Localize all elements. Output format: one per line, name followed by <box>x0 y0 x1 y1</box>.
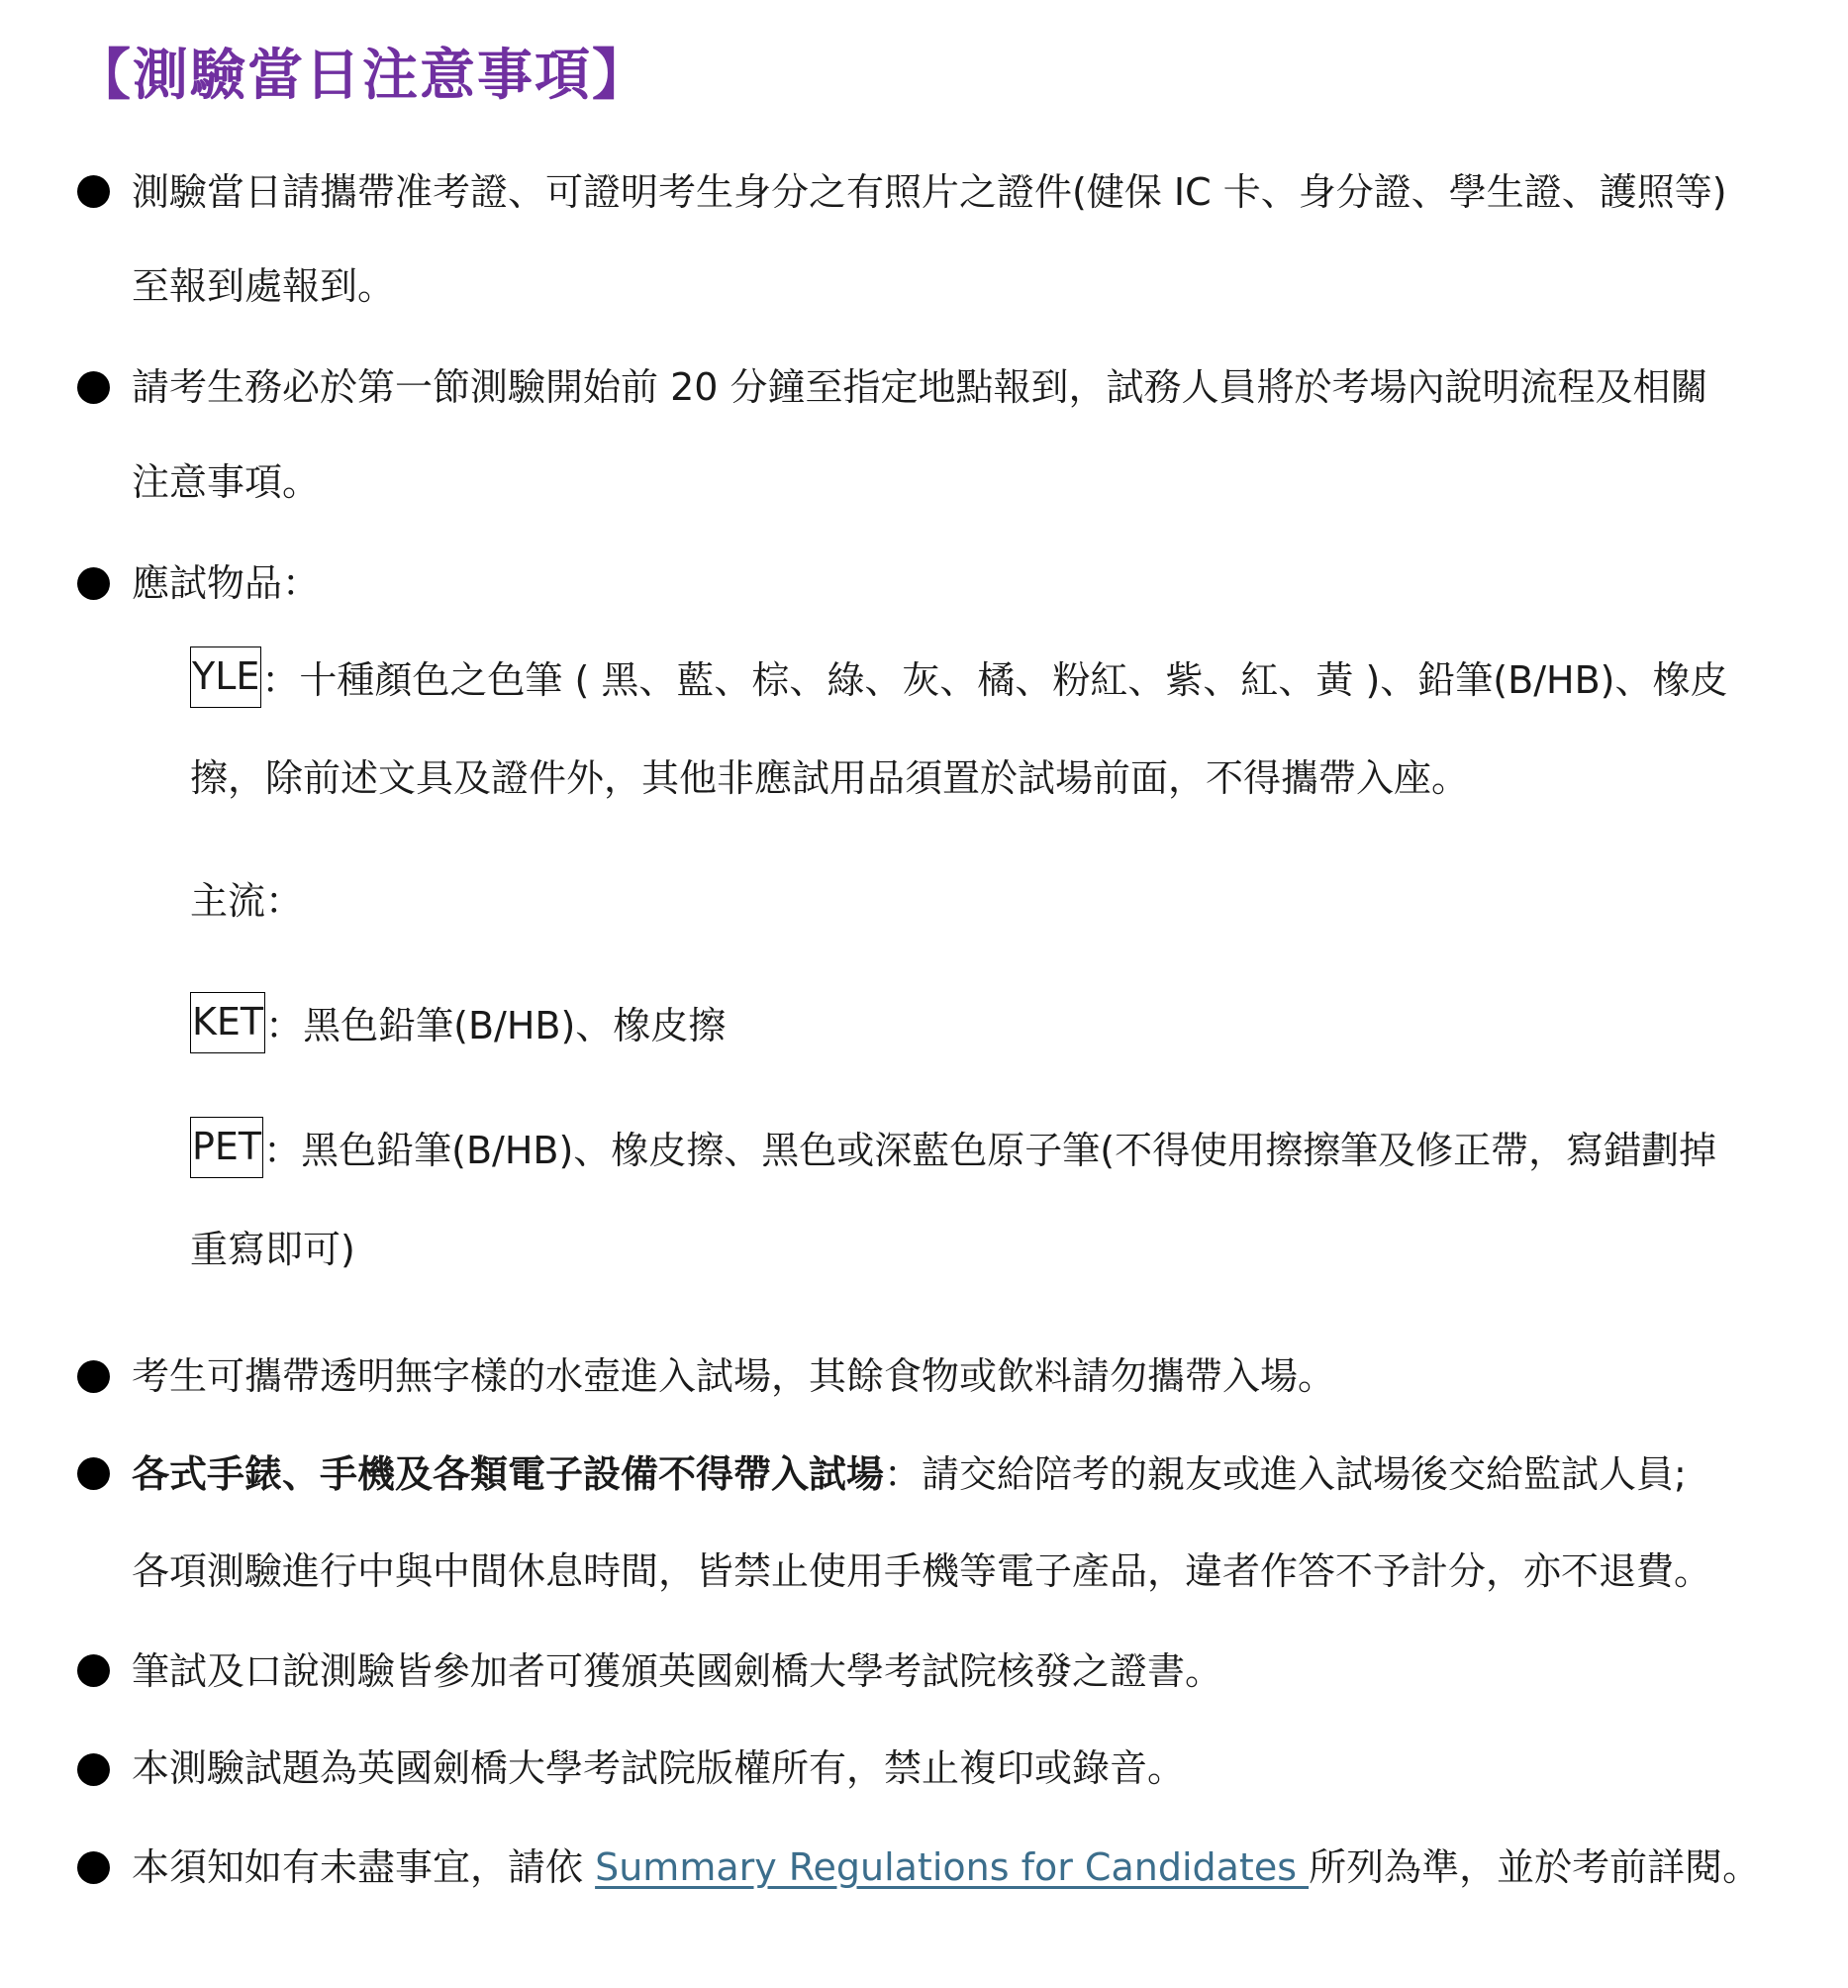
item-2-line-2: 注意事項。 <box>132 460 321 504</box>
pet-text: ：黑色鉛筆(B/HB)、橡皮擦、黑色或深藍色原子筆(不得使用擦擦筆及修正帶，寫錯劃掉 <box>263 1129 1717 1172</box>
bullet-icon <box>77 567 110 600</box>
item-5-line-1 <box>132 1450 1687 1498</box>
summary-regulations-link[interactable]: Summary Regulations for Candidates <box>595 1845 1310 1889</box>
item-1-line-1: 測驗當日請攜帶准考證、可證明考生身分之有照片之證件(健保 IC 卡、身分證、學生證、護照等) <box>132 170 1727 214</box>
item-1-line-2: 至報到處報到。 <box>132 264 396 308</box>
item-6-line-1: 筆試及口說測驗皆參加者可獲頒英國劍橋大學考試院核發之證書。 <box>132 1649 1223 1693</box>
bullet-icon <box>77 1851 110 1884</box>
mainstream-label: 主流： <box>190 879 304 923</box>
item-3-label: 應試物品： <box>132 561 321 605</box>
yle-text: ：十種顏色之色筆 ( 黑、藍、棕、綠、灰、橘、粉紅、紫、紅、黃 )、鉛筆(B/HB)、橡皮 <box>261 658 1728 702</box>
bullet-icon <box>77 175 110 208</box>
bullet-icon <box>77 371 110 404</box>
item-8-after: 所列為準，並於考前詳閱。 <box>1309 1845 1761 1889</box>
bullet-icon <box>77 1753 110 1786</box>
bullet-icon <box>77 1457 110 1490</box>
ket-line <box>190 999 727 1053</box>
yle-line-1 <box>190 653 1728 708</box>
item-4-line-1: 考生可攜帶透明無字樣的水壺進入試場，其餘食物或飲料請勿攜帶入場。 <box>132 1354 1336 1398</box>
item-2-line-1: 請考生務必於第一節測驗開始前 20 分鐘至指定地點報到，試務人員將於考場內說明流程及相關 <box>132 365 1708 409</box>
item-8-line-1 <box>132 1843 1760 1891</box>
item-7-line-1: 本測驗試題為英國劍橋大學考試院版權所有，禁止複印或錄音。 <box>132 1746 1186 1790</box>
item-8-before: 本須知如有未盡事宜，請依 <box>132 1845 596 1889</box>
bullet-icon <box>77 1654 110 1687</box>
item-5-bold: 各式手錶、手機及各類電子設備不得帶入試場 <box>132 1452 885 1496</box>
pet-tag: PET <box>190 1117 263 1178</box>
pet-line-2: 重寫即可) <box>190 1228 355 1271</box>
page-title: 【測驗當日注意事項】 <box>75 44 649 108</box>
item-5-rest: ：請交給陪考的親友或進入試場後交給監試人員; <box>884 1452 1687 1496</box>
yle-line-2: 擦，除前述文具及證件外，其他非應試用品須置於試場前面，不得攜帶入座。 <box>190 756 1470 800</box>
bullet-icon <box>77 1360 110 1393</box>
item-5-line-2: 各項測驗進行中與中間休息時間，皆禁止使用手機等電子產品，違者作答不予計分，亦不退費。 <box>132 1549 1712 1593</box>
yle-tag: YLE <box>190 646 261 708</box>
ket-text: ：黑色鉛筆(B/HB)、橡皮擦 <box>265 1004 727 1047</box>
ket-tag: KET <box>190 992 265 1053</box>
pet-line-1 <box>190 1124 1717 1178</box>
